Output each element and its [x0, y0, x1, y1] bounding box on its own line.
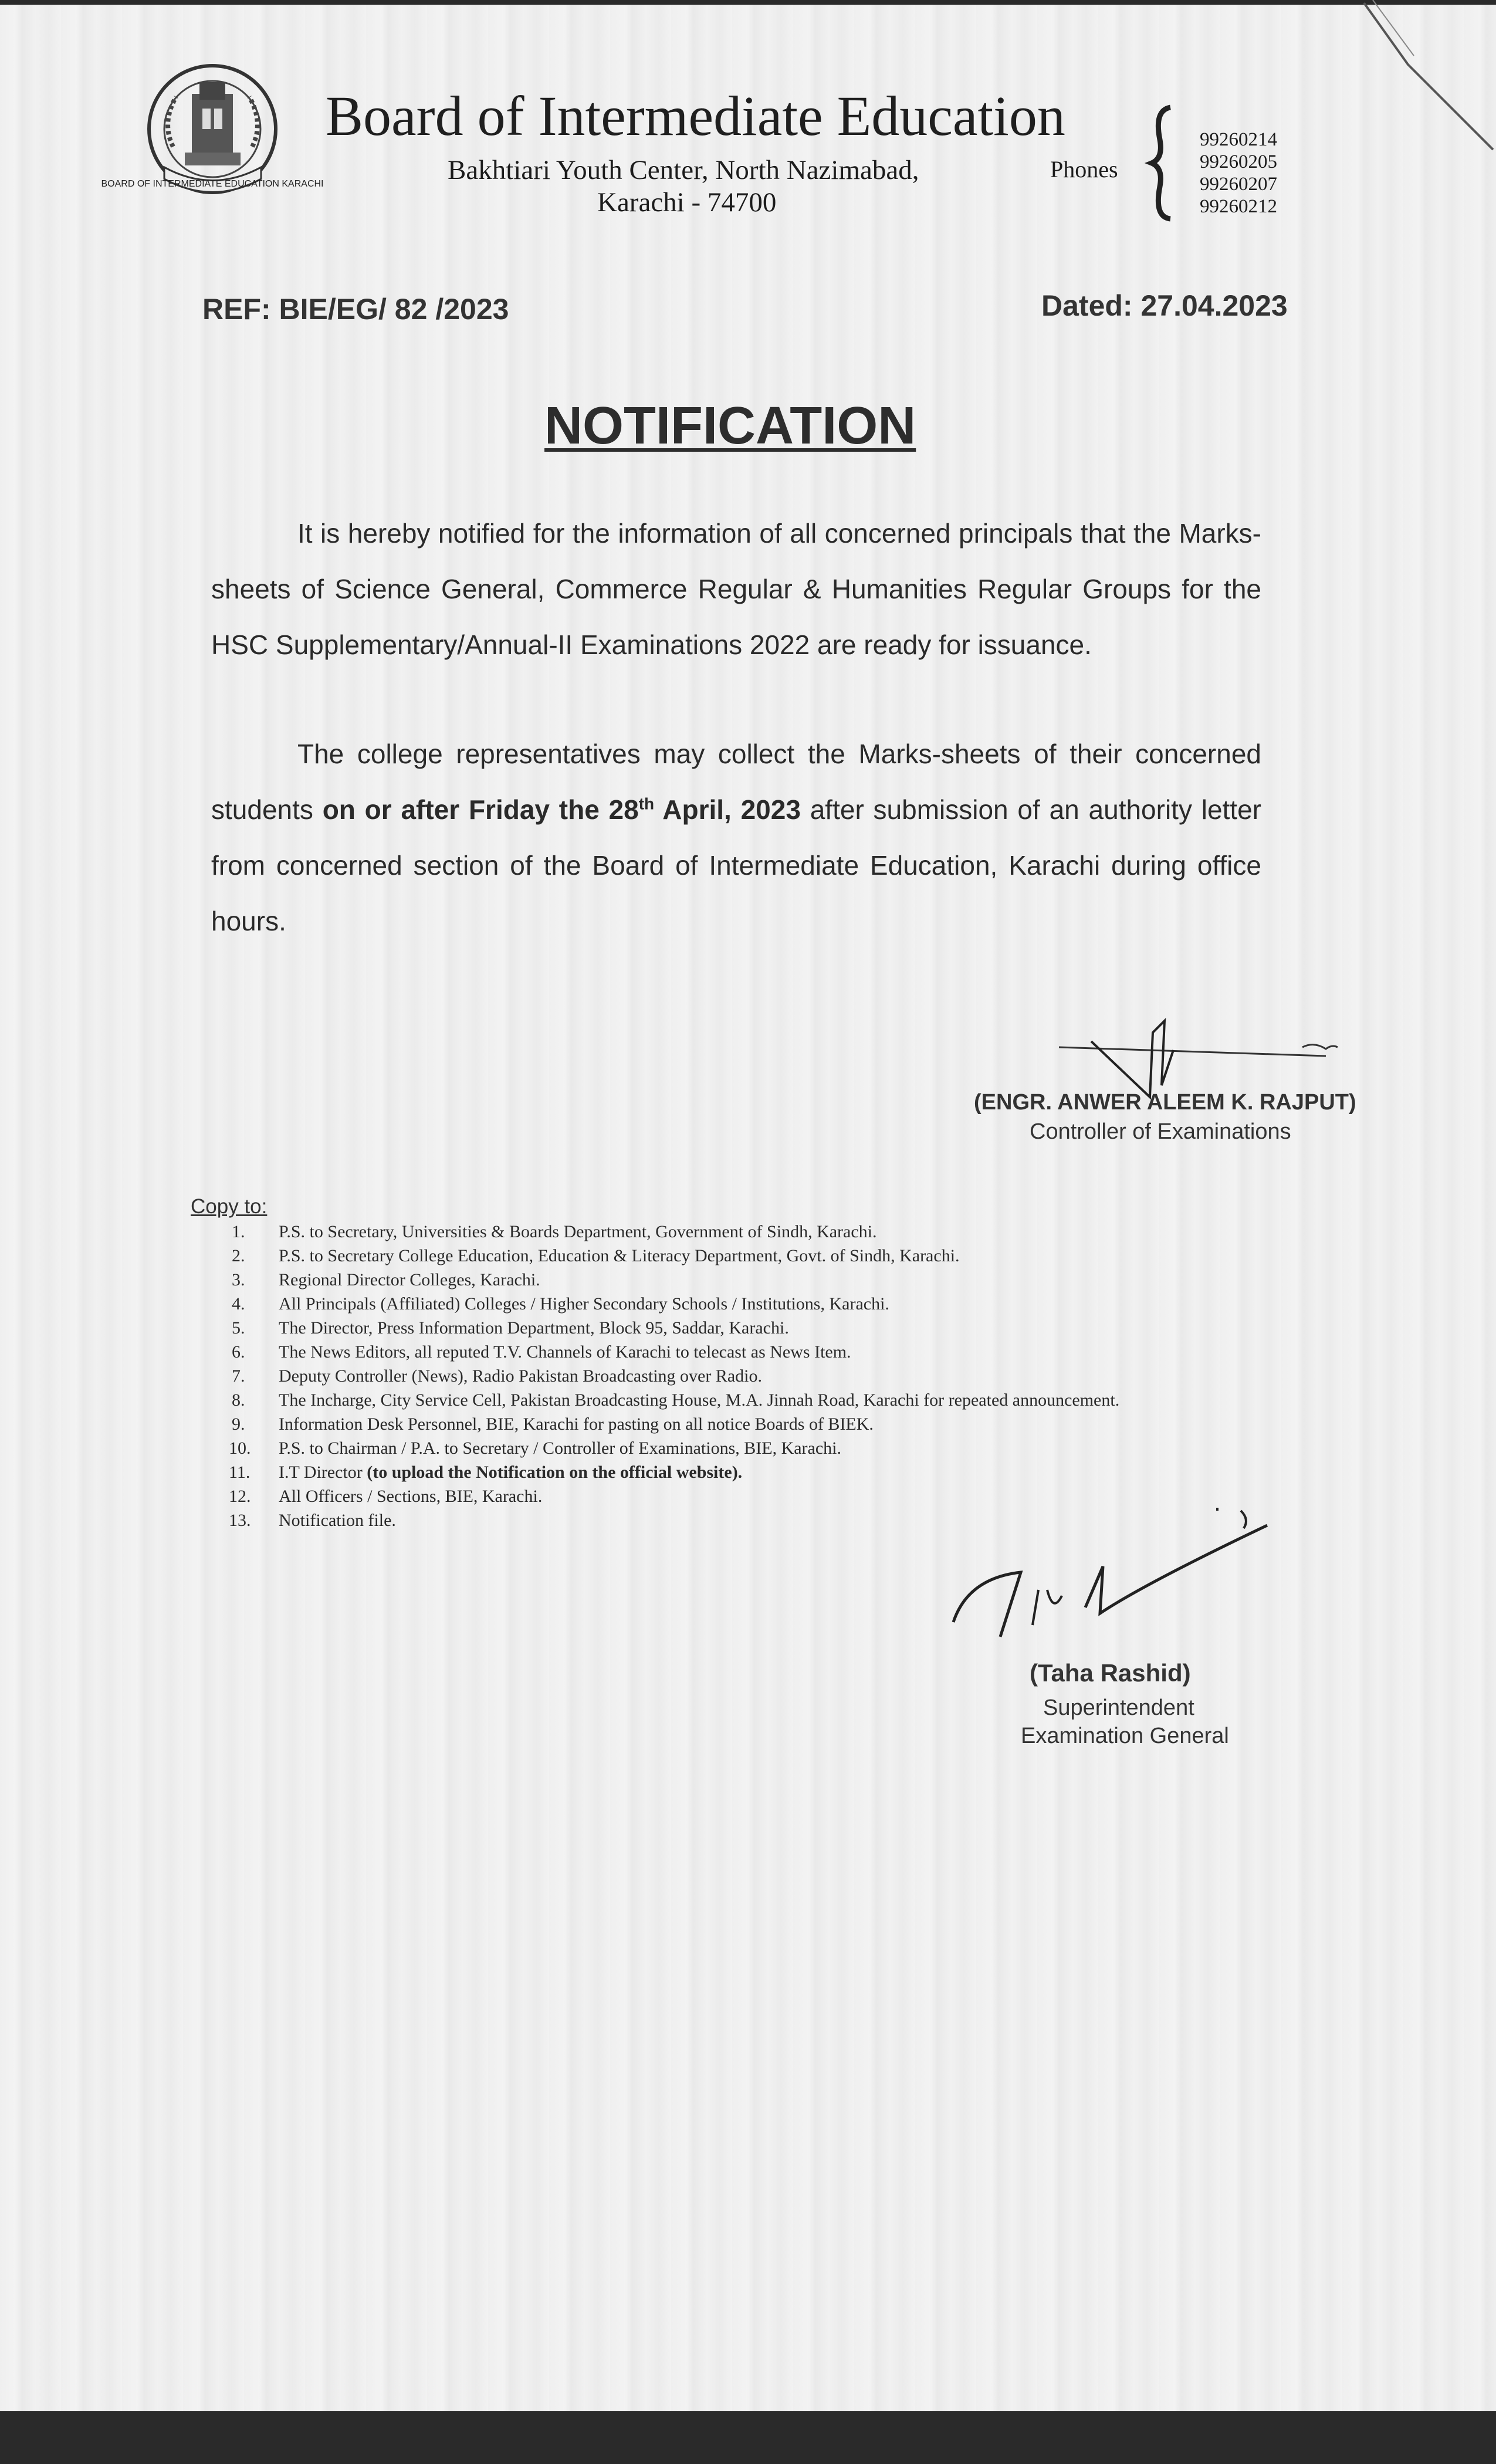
- phones-label: Phones: [1050, 156, 1118, 182]
- scan-top-border: [0, 0, 1496, 5]
- board-seal-logo: [101, 59, 324, 208]
- paragraph-2-text: The college representatives may collect the Marks-sheets of their concerned students: [211, 739, 1261, 825]
- signatory-2-title: Superintendent: [1043, 1695, 1194, 1720]
- ordinal-suffix: th: [638, 794, 655, 813]
- signatory-2-department: Examination General: [1021, 1724, 1229, 1748]
- page-crease: [1361, 0, 1496, 153]
- curly-brace-icon: [1147, 104, 1176, 222]
- date: Dated: 27.04.2023: [1041, 289, 1288, 322]
- scan-bottom-border: [0, 2411, 1496, 2464]
- org-address-line-1: Bakhtiari Youth Center, North Nazimabad,: [448, 155, 919, 185]
- body-paragraph-1: [211, 506, 1261, 673]
- paragraph-1-text: It is hereby notified for the information of all concerned principals that the Marks-sheets of Science General, Commerce Regular & Humanities Regular Groups for the HSC Supplementary/Annual-II Examinations 2022 are ready for issuance.: [211, 518, 1261, 660]
- collection-date-suffix: April, 2023: [654, 794, 801, 825]
- signatory-1-title: Controller of Examinations: [1030, 1119, 1291, 1144]
- phone-number: 99260205: [1200, 151, 1277, 172]
- phone-number: 99260207: [1200, 174, 1277, 195]
- superintendent-signature: [950, 1508, 1279, 1654]
- phone-number: 99260212: [1200, 196, 1277, 217]
- org-name: Board of Intermediate Education: [326, 84, 1065, 147]
- body-paragraph-2: [211, 726, 1261, 949]
- signatory-1-name: (ENGR. ANWER ALEEM K. RAJPUT): [974, 1090, 1356, 1115]
- notification-title: NOTIFICATION: [544, 397, 916, 455]
- svg-text:BOARD OF INTERMEDIATE EDUCATIO: BOARD OF INTERMEDIATE EDUCATION KARACHI: [101, 179, 324, 189]
- org-address-line-2: Karachi - 74700: [597, 187, 777, 218]
- document-page: BOARD OF INTERMEDIATE EDUCATION KARACHI Board of Intermediate Education Bakhtiari Youth Center, North Nazimabad, Karachi - 74700 Phones 99260214 99260205 99260207 99260212 REF: BIE/EG/ 82 /2023 Dated: 27.04.2023 NOTIFICATION It is hereby notified for the information of all concerned principals that the Marks-sheets of Science General, Commerce Regular & Humanities Regular Groups for the HSC Supplementary/Annual-II Examinations 2022 are ready for issuance. The college representatives may collect the Marks-sheets of their concerned students on or after Friday the 28th April, 2023 after submission of an authority letter from concerned section of the Board of Intermediate Education, Karachi during office hours. (ENGR. ANWER ALEEM K. RAJPUT) Controller of Examinations Copy to: 1. P.S. to Secretary, Universities & Boards Department, Government of Sindh, Karachi. 2. P.S. to Secretary College Education, Education & Literacy Department, Govt. of Sindh, Karachi. 3. Regional Director Colleges, Karachi. 4. All Principals (Affiliated) Colleges / Higher Secondary Schools / Institutions, Karachi. 5. The Director, Press Information Department, Block 95, Saddar, Karachi. 6. The News Editors, all reputed T.V. Channels of Karachi to telecast as News Item. 7. Deputy Controller (News), Radio Pakistan Broadcasting over Radio. 8. The Incharge, City Service Cell, Pakistan Broadcasting House, M.A. Jinnah Road, Karachi for repeated announcement. 9. Information Desk Personnel, BIE, Karachi for pasting on all notice Boards of BIEK. 10. P.S. to Chairman / P.A. to Secretary / Controller of Examinations, BIE, Karachi. 11. I.T Director (to upload the Notification on the official website). 12. All Officers / Sections, BIE, Karachi. 13. Notification file. (Taha Rashid) Superintendent Examination General: [0, 0, 1496, 2411]
- collection-date-prefix: on or after Friday the 28: [322, 794, 639, 825]
- phone-number: 99260214: [1200, 129, 1277, 150]
- copy-to-heading: Copy to:: [191, 1195, 268, 1218]
- signatory-2-name: (Taha Rashid): [1030, 1659, 1191, 1687]
- reference-number: REF: BIE/EG/ 82 /2023: [202, 293, 509, 326]
- paragraph-2-continuation: after submission of an authority letter from concerned section of the Board of Intermediate Education, Karachi during office hours.: [211, 794, 1262, 936]
